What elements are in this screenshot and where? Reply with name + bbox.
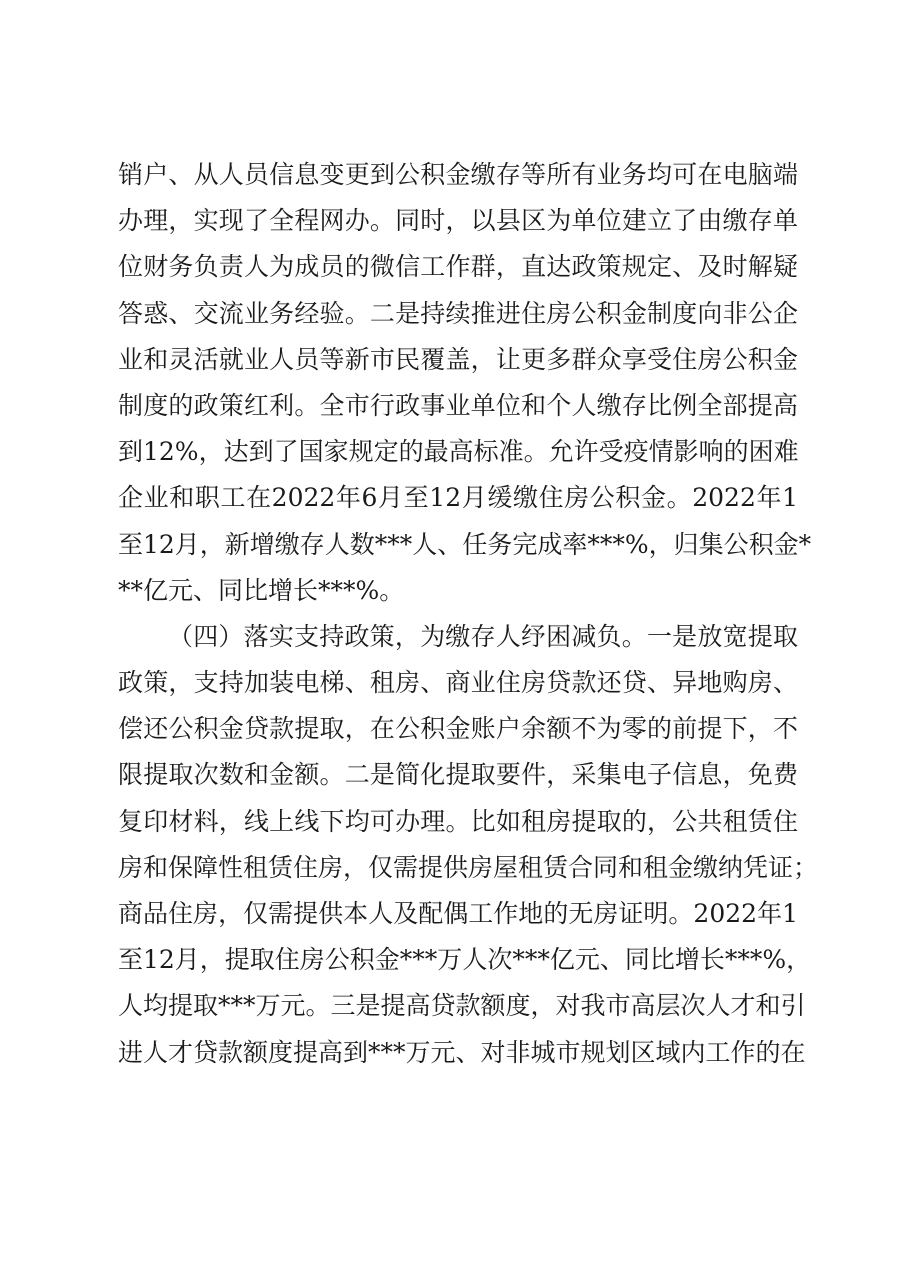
- text-line: 偿还公积金贷款提取，在公积金账户余额不为零的前提下，不: [118, 714, 798, 744]
- text-line: 至12月，新增缴存人数***人、任务完成率***%，归集公积金*: [118, 529, 812, 559]
- text-line: 企业和职工在2022年6月至12月缓缴住房公积金。2022年1: [118, 483, 798, 513]
- text-line: 至12月，提取住房公积金***万人次***亿元、同比增长***%，: [118, 945, 812, 975]
- text-line: 进人才贷款额度提高到***万元、对非城市规划区域内工作的在: [118, 1037, 806, 1067]
- section-heading-line: （四）落实支持政策，为缴存人纾困减负。一是放宽提取: [168, 621, 798, 651]
- body-text: [118, 152, 819, 1076]
- text-line: 房和保障性租赁住房，仅需提供房屋租赁合同和租金缴纳凭证；: [118, 852, 819, 882]
- text-line: 限提取次数和金额。二是简化提取要件，采集电子信息，免费: [118, 760, 798, 790]
- text-line: 答惑、交流业务经验。二是持续推进住房公积金制度向非公企: [118, 298, 798, 328]
- text-line: 到12%，达到了国家规定的最高标准。允许受疫情影响的困难: [118, 437, 799, 467]
- text-line: 复印材料，线上线下均可办理。比如租房提取的，公共租赁住: [118, 806, 798, 836]
- text-line: **亿元、同比增长***%。: [118, 575, 405, 605]
- text-line: 人均提取***万元。三是提高贷款额度，对我市高层次人才和引: [118, 991, 806, 1021]
- text-line: 业和灵活就业人员等新市民覆盖，让更多群众享受住房公积金: [118, 344, 798, 374]
- text-line: 办理，实现了全程网办。同时，以县区为单位建立了由缴存单: [118, 206, 798, 236]
- text-line: 销户、从人员信息变更到公积金缴存等所有业务均可在电脑端: [118, 160, 798, 189]
- text-line: 政策，支持加装电梯、租房、商业住房贷款还贷、异地购房、: [118, 668, 798, 698]
- text-line: 制度的政策红利。全市行政事业单位和个人缴存比例全部提高: [118, 390, 798, 420]
- text-line: 位财务负责人为成员的微信工作群，直达政策规定、及时解疑: [118, 252, 798, 282]
- text-line: 商品住房，仅需提供本人及配偶工作地的无房证明。2022年1: [118, 899, 798, 928]
